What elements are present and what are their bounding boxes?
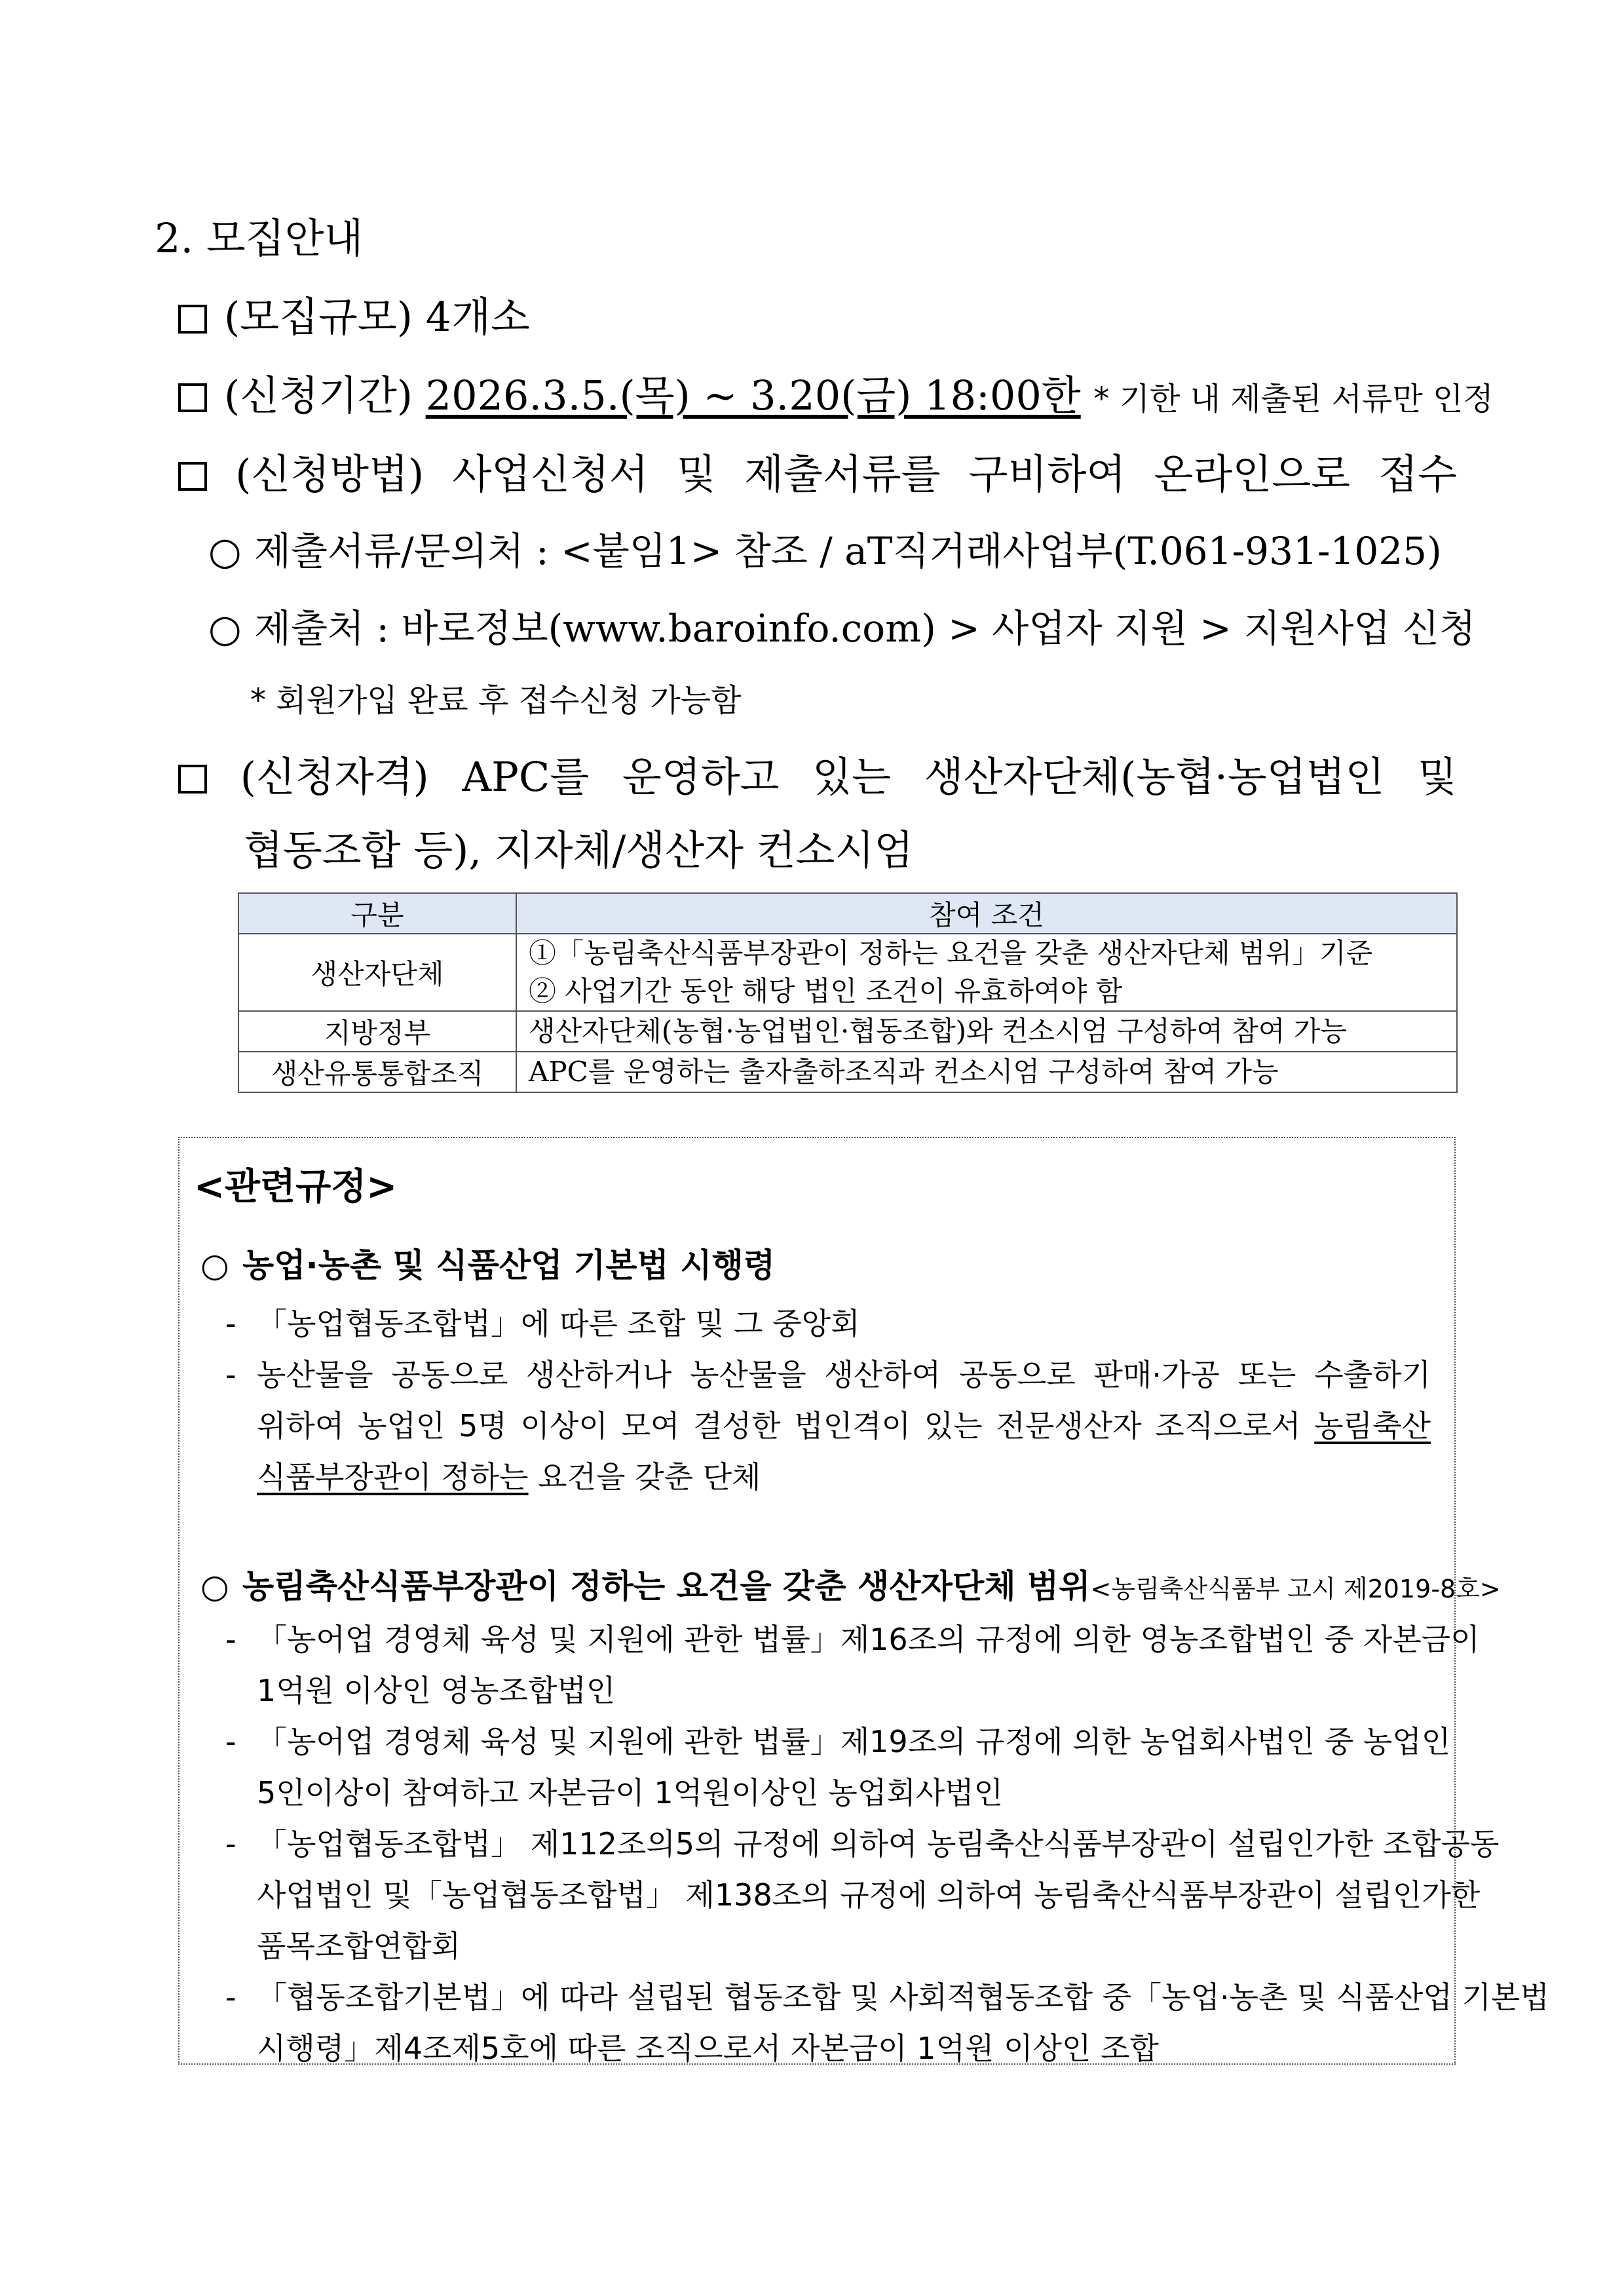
item-text: 「농어업 경영체 육성 및 지원에 관한 법률」제19조의 규정에 의한 농업회사법인 중 농업인 bbox=[257, 1724, 1451, 1759]
circle-bullet-icon: ○ bbox=[208, 529, 242, 573]
related-item bbox=[225, 1972, 1549, 2074]
item-text: 농산물을 공동으로 생산하거나 농산물을 생산하여 공동으로 판매·가공 또는 수출하기 bbox=[257, 1357, 1431, 1392]
period-note: * 기한 내 제출된 서류만 인정 bbox=[1093, 381, 1494, 417]
dash-bullet: - bbox=[225, 1724, 236, 1759]
dash-bullet: - bbox=[225, 1980, 236, 2015]
related-regulations-box bbox=[178, 1137, 1549, 2066]
table-header: 참여 조건 bbox=[516, 893, 1457, 934]
sub-text: 제출서류/문의처 : <붙임1> 참조 / aT직거래사업부(T.061-931-1025) bbox=[254, 529, 1442, 573]
method-sub-docs bbox=[208, 520, 1442, 575]
related-item bbox=[225, 1614, 1480, 1716]
item-label: (신청기간) bbox=[224, 372, 413, 419]
item-text: APC를 운영하고 있는 생산자단체(농협·농업법인 및 bbox=[462, 753, 1457, 801]
table-row bbox=[238, 1011, 1457, 1052]
heading-text: 농림축산식품부장관이 정하는 요건을 갖춘 생산자단체 범위 bbox=[242, 1567, 1091, 1605]
condition-line: ①「농림축산식품부장관이 정하는 요건을 갖춘 생산자단체 범위」기준 bbox=[529, 937, 1373, 969]
table-cell-condition: APC를 운영하는 출자출하조직과 컨소시엄 구성하여 참여 가능 bbox=[516, 1052, 1457, 1092]
checkbox-square-icon bbox=[178, 765, 207, 794]
item-text: 1억원 이상인 영농조합법인 bbox=[257, 1673, 616, 1708]
item-text-part: 요건을 갖춘 단체 bbox=[528, 1459, 761, 1495]
item-text: 「농어업 경영체 육성 및 지원에 관한 법률」제16조의 규정에 의한 영농조합법인 중 자본금이 bbox=[257, 1622, 1480, 1657]
item-label: (신청방법) bbox=[235, 450, 425, 498]
qualification-line2: 협동조합 등), 지자체/생산자 컨소시엄 bbox=[244, 826, 914, 874]
item-text: 「농업협동조합법」 제112조의5의 규정에 의하여 농림축산식품부장관이 설립인가한 조합공동 bbox=[257, 1826, 1500, 1862]
table-row bbox=[238, 1052, 1457, 1092]
table-cell-type: 생산자단체 bbox=[238, 934, 516, 1011]
related-item bbox=[225, 1818, 1500, 1972]
item-text: 품목조합연합회 bbox=[257, 1928, 461, 1964]
dash-bullet: - bbox=[225, 1826, 236, 1862]
heading-text: 농업·농촌 및 식품산업 기본법 시행령 bbox=[242, 1246, 776, 1284]
recruit-method bbox=[178, 442, 1457, 500]
sub-text: 제출처 : 바로정보(www.baroinfo.com) > 사업자 지원 > 지원사업 신청 bbox=[254, 606, 1476, 651]
underlined-text: 농림축산 bbox=[1314, 1408, 1431, 1444]
circle-bullet-icon: ○ bbox=[208, 606, 242, 651]
table-cell-condition bbox=[516, 934, 1457, 1011]
item-label: (모집규모) bbox=[224, 293, 413, 341]
member-note: * 회원가입 완료 후 접수신청 가능함 bbox=[250, 682, 742, 719]
item-text bbox=[257, 1451, 1431, 1502]
related-heading-2 bbox=[200, 1560, 1501, 1607]
dash-bullet: - bbox=[225, 1622, 236, 1657]
table-cell-condition: 생산자단체(농협·농업법인·협동조합)와 컨소시엄 구성하여 참여 가능 bbox=[516, 1011, 1457, 1052]
participation-table bbox=[238, 892, 1458, 1093]
item-text: 사업신청서 및 제출서류를 구비하여 온라인으로 접수 bbox=[452, 450, 1457, 498]
related-heading-1 bbox=[200, 1239, 775, 1286]
recruit-period bbox=[178, 363, 1494, 421]
period-dates: 2026.3.5.(목) ~ 3.20(금) 18:00한 bbox=[425, 372, 1081, 419]
item-text: 사업법인 및「농업협동조합법」 제138조의 규정에 의하여 농림축산식품부장관이 설립인가한 bbox=[257, 1877, 1481, 1913]
related-item bbox=[225, 1716, 1451, 1818]
item-label: (신청자격) bbox=[240, 753, 429, 801]
qualification-line1 bbox=[178, 744, 1457, 803]
item-text bbox=[257, 1400, 1431, 1451]
checkbox-square-icon bbox=[178, 305, 207, 334]
table-header: 구분 bbox=[238, 893, 516, 934]
item-text: 4개소 bbox=[425, 293, 530, 341]
related-title: <관련규정> bbox=[194, 1166, 398, 1208]
checkbox-square-icon bbox=[178, 383, 207, 412]
section-title: 2. 모집안내 bbox=[155, 214, 364, 262]
checkbox-square-icon bbox=[178, 462, 207, 491]
related-item bbox=[225, 1298, 1431, 1349]
table-header-row bbox=[238, 893, 1457, 934]
method-sub-submit bbox=[208, 598, 1476, 653]
table-cell-type: 생산유통통합조직 bbox=[238, 1052, 516, 1092]
recruit-scale bbox=[178, 284, 530, 343]
item-text: 5인이상이 참여하고 자본금이 1억원이상인 농업회사법인 bbox=[257, 1775, 1004, 1810]
condition-line: ② 사업기간 동안 해당 법인 조건이 유효하여야 함 bbox=[529, 975, 1123, 1007]
heading-source: <농림축산식품부 고시 제2019-8호> bbox=[1090, 1575, 1501, 1603]
dash-bullet: - bbox=[225, 1306, 236, 1341]
table-row bbox=[238, 934, 1457, 1011]
circle-bullet-icon: ○ bbox=[200, 1246, 229, 1284]
item-text: 「협동조합기본법」에 따라 설립된 협동조합 및 사회적협동조합 중「농업·농촌 및 식품산업 기본법 bbox=[257, 1980, 1549, 2015]
dash-bullet: - bbox=[225, 1357, 236, 1392]
table-cell-type: 지방정부 bbox=[238, 1011, 516, 1052]
underlined-text: 식품부장관이 정하는 bbox=[257, 1459, 529, 1495]
circle-bullet-icon: ○ bbox=[200, 1567, 229, 1605]
related-item bbox=[225, 1349, 1431, 1502]
item-text: 「농업협동조합법」에 따른 조합 및 그 중앙회 bbox=[257, 1306, 860, 1341]
item-text: 시행령」제4조제5호에 따른 조직으로서 자본금이 1억원 이상인 조합 bbox=[257, 2031, 1159, 2066]
item-text-part: 위하여 농업인 5명 이상이 모여 결성한 법인격이 있는 전문생산자 조직으로서 bbox=[257, 1408, 1315, 1444]
